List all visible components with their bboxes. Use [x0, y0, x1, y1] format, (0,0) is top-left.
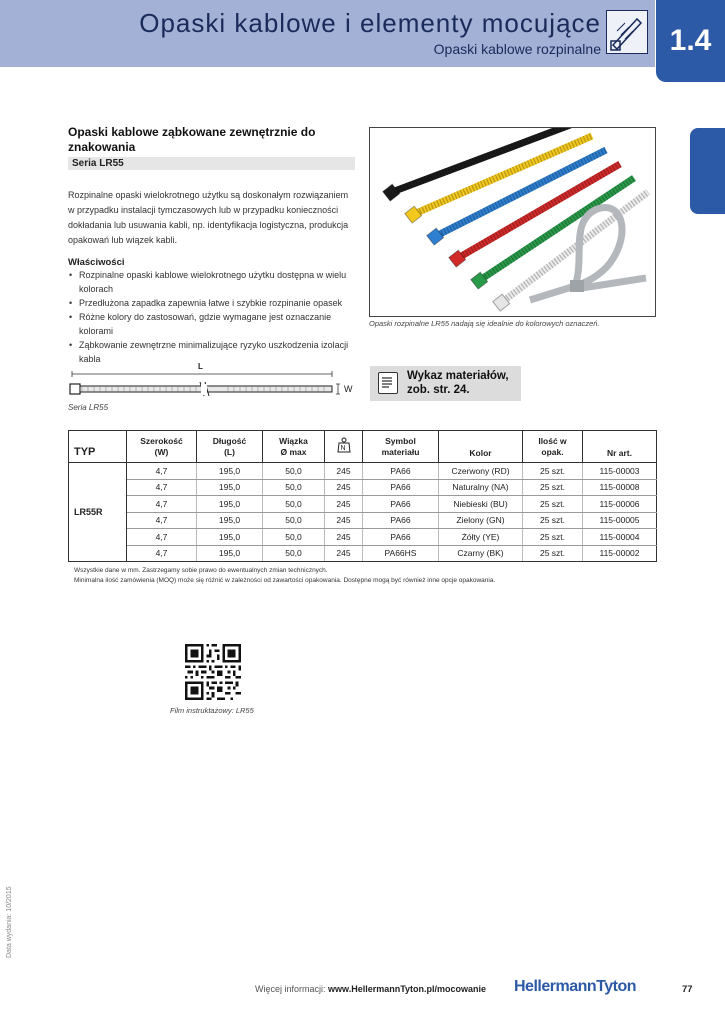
table-row — [69, 479, 657, 496]
cell-color: Czarny (BK) — [439, 545, 523, 562]
document-icon — [378, 372, 398, 394]
cell-length: 195,0 — [197, 463, 263, 480]
cell-qty: 25 szt. — [523, 545, 583, 562]
cell-material: PA66 — [363, 512, 439, 529]
cell-length: 195,0 — [197, 479, 263, 496]
cable-tie-looped — [530, 208, 646, 300]
reference-line-2: zob. str. 24. — [407, 384, 470, 396]
width-label: W — [344, 384, 353, 394]
cell-tensile: 245 — [325, 512, 363, 529]
cell-article: 115-00005 — [583, 512, 657, 529]
materials-reference — [370, 366, 521, 401]
cable-tie — [383, 128, 578, 201]
cell-width: 4,7 — [127, 463, 197, 480]
series-label: Seria LR55 — [68, 157, 355, 170]
cell-width: 4,7 — [127, 512, 197, 529]
cell-length: 195,0 — [197, 529, 263, 546]
cell-bundle: 50,0 — [263, 496, 325, 513]
page-title: Opaski kablowe i elementy mocujące — [139, 8, 601, 38]
cell-width: 4,7 — [127, 529, 197, 546]
length-label: L — [198, 362, 203, 371]
edition-date: Data wydania: 10/2015 — [6, 886, 13, 958]
note-line: Minimalna ilość zamówienia (MOQ) może się różnić w zależności od zawartości opakowania. Dostępne mogą być również inne opcje opakowania. — [74, 577, 496, 584]
section-number-tab: 1.4 — [656, 0, 725, 82]
cell-bundle: 50,0 — [263, 463, 325, 480]
header-type: TYP — [69, 431, 127, 463]
spec-table — [68, 430, 657, 562]
cell-material: PA66HS — [363, 545, 439, 562]
cell-qty: 25 szt. — [523, 529, 583, 546]
cell-article: 115-00008 — [583, 479, 657, 496]
properties-list — [68, 268, 358, 366]
cell-length: 195,0 — [197, 512, 263, 529]
header-width: Szerokość (W) — [127, 431, 197, 463]
cell-qty: 25 szt. — [523, 512, 583, 529]
qr-caption: Film instruktażowy: LR55 — [170, 706, 254, 715]
cell-bundle: 50,0 — [263, 529, 325, 546]
weight-icon: N — [337, 437, 351, 453]
tie-dimension-diagram — [68, 362, 358, 402]
header-qty: Ilość w opak. — [523, 431, 583, 463]
cell-length: 195,0 — [197, 545, 263, 562]
header-article: Nr art. — [583, 431, 657, 463]
note-line: Wszystkie dane w mm. Zastrzegamy sobie prawo do ewentualnych zmian technicznych. — [74, 567, 328, 574]
cell-width: 4,7 — [127, 496, 197, 513]
cell-bundle: 50,0 — [263, 479, 325, 496]
cell-qty: 25 szt. — [523, 463, 583, 480]
table-notes — [74, 566, 495, 586]
property-item: • Różne kolory do zastosowań, gdzie wymagane jest oznaczanie kolorami — [68, 310, 358, 338]
cable-tie — [493, 192, 648, 311]
reference-line-1: Wykaz materiałów, — [407, 370, 509, 382]
page-subtitle: Opaski kablowe rozpinalne — [433, 41, 601, 57]
cell-material: PA66 — [363, 529, 439, 546]
header-tensile — [325, 431, 363, 463]
brand-logo: HellermannTyton — [514, 978, 636, 995]
cell-material: PA66 — [363, 463, 439, 480]
cell-tensile: 245 — [325, 545, 363, 562]
page-number: 77 — [682, 984, 693, 995]
cell-bundle: 50,0 — [263, 512, 325, 529]
header-bundle: Wiązka Ø max — [263, 431, 325, 463]
qr-code[interactable] — [185, 644, 241, 700]
cell-tensile: 245 — [325, 529, 363, 546]
product-title: Opaski kablowe ząbkowane zewnętrznie do znakowania — [68, 125, 316, 154]
cell-qty: 25 szt. — [523, 479, 583, 496]
footer-info-prefix: Więcej informacji: — [255, 984, 326, 994]
cell-bundle: 50,0 — [263, 545, 325, 562]
cell-material: PA66 — [363, 479, 439, 496]
product-description: Rozpinalne opaski wielokrotnego użytku są doskonałym rozwiązaniem w przypadku instalacji tymczasowych lub w przypadku konieczności dokładania lub usuwania kabli, np. identyfikacja logistyczna, produkcja opakowań lub wiązek kabli. — [68, 190, 349, 245]
cell-color: Czerwony (RD) — [439, 463, 523, 480]
cell-material: PA66 — [363, 496, 439, 513]
cell-tensile: 245 — [325, 463, 363, 480]
cell-color: Żółty (YE) — [439, 529, 523, 546]
cell-width: 4,7 — [127, 479, 197, 496]
table-row — [69, 463, 657, 480]
header-length: Długość (L) — [197, 431, 263, 463]
cell-color: Zielony (GN) — [439, 512, 523, 529]
cell-width: 4,7 — [127, 545, 197, 562]
cell-article: 115-00004 — [583, 529, 657, 546]
cell-article: 115-00002 — [583, 545, 657, 562]
cable-tie-icon — [606, 10, 648, 54]
table-row — [69, 529, 657, 546]
diagram-caption: Seria LR55 — [68, 403, 109, 412]
footer-url-link[interactable]: www.HellermannTyton.pl/mocowanie — [328, 984, 487, 994]
cell-article: 115-00006 — [583, 496, 657, 513]
cell-length: 195,0 — [197, 496, 263, 513]
product-photo — [369, 127, 656, 317]
photo-caption: Opaski rozpinalne LR55 nadają się idealnie do kolorowych oznaczeń. — [369, 319, 600, 328]
cell-color: Niebieski (BU) — [439, 496, 523, 513]
properties-title: Właściwości — [68, 257, 125, 268]
cell-tensile: 245 — [325, 479, 363, 496]
table-row — [69, 512, 657, 529]
cell-color: Naturalny (NA) — [439, 479, 523, 496]
header-material: Symbol materiału — [363, 431, 439, 463]
side-chapter-tab — [690, 128, 725, 214]
cell-qty: 25 szt. — [523, 496, 583, 513]
type-cell: LR55R — [69, 463, 127, 562]
property-item: • Rozpinalne opaski kablowe wielokrotnego użytku dostępna w wielu kolorach — [68, 268, 358, 296]
cell-tensile: 245 — [325, 496, 363, 513]
header-color: Kolor — [439, 431, 523, 463]
table-row — [69, 496, 657, 513]
footer-info — [255, 984, 486, 994]
property-item: • Przedłużona zapadka zapewnia łatwe i szybkie rozpinanie opasek — [68, 296, 358, 310]
table-row — [69, 545, 657, 562]
property-item: • Ząbkowanie zewnętrzne minimalizujące ryzyko uszkodzenia izolacji kabla — [68, 338, 358, 366]
cell-article: 115-00003 — [583, 463, 657, 480]
